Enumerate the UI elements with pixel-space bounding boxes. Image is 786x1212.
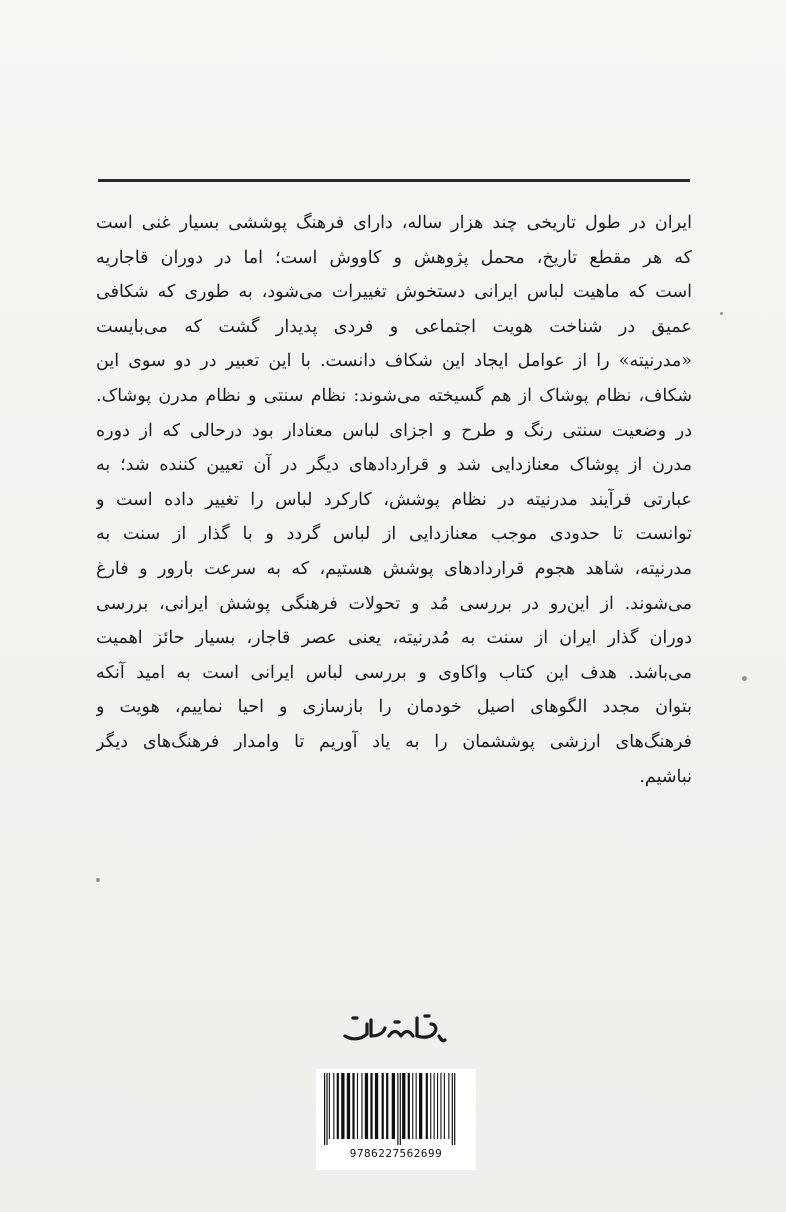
blurb-line: شکاف، نظام پوشاک از هم گسیخته می‌شوند: نظام سنتی و نظام مدرن پوشاک.: [96, 385, 692, 406]
blurb-line: مدرنیته، شاهد هجوم قراردادهای پوشش هستیم، که به سرعت بارور و فارغ: [96, 558, 692, 579]
barcode-bar: [382, 1073, 384, 1139]
blurb-line: دوران گذار ایران از سنت به مُدرنیته، یعنی عصر قاجار، بسیار حائز اهمیت: [96, 628, 692, 649]
top-rule: [98, 179, 690, 182]
barcode-bar: [365, 1073, 368, 1139]
back-cover-blurb: [96, 206, 692, 906]
barcode-bar: [357, 1073, 358, 1139]
barcode-bars: [320, 1073, 472, 1145]
blurb-line: بتوان مجدد الگوهای اصیل خودمان را بازسازی و احیا نماییم، هویت و: [96, 697, 692, 718]
barcode-bar: [448, 1073, 449, 1139]
barcode-bar: [361, 1073, 362, 1139]
barcode-bar: [400, 1073, 401, 1145]
barcode-bar: [352, 1073, 354, 1139]
isbn-barcode: [316, 1069, 476, 1170]
barcode-bar: [426, 1073, 428, 1139]
blurb-line: فرهنگ‌های ارزشی پوششمان را به یاد آوریم تا وامدار فرهنگ‌های دیگر: [96, 731, 692, 752]
barcode-bar: [454, 1073, 455, 1145]
isbn-number: 9786227562699: [349, 1147, 443, 1160]
blurb-line: ایران در طول تاریخی چند هزار ساله، دارای فرهنگ پوششی بسیار غنی است: [96, 213, 692, 233]
barcode-bar: [408, 1073, 410, 1139]
publisher-logo-mark: [339, 1010, 447, 1046]
barcode-bar: [386, 1073, 388, 1139]
blurb-line: توانست تا حدودی موجب معنازدایی از لباس گردد و با گذار از سنت به: [96, 524, 692, 545]
paper-speck: [720, 312, 723, 315]
barcode-bar: [333, 1073, 334, 1139]
blurb-line: عمیق در شناخت هویت اجتماعی و فردی پدیدار گشت که می‌بایست: [96, 316, 692, 337]
barcode-bar: [329, 1073, 330, 1139]
barcode-bar: [444, 1073, 445, 1139]
barcode-bar: [419, 1073, 422, 1139]
barcode-bar: [375, 1073, 378, 1139]
barcode-bar: [437, 1073, 438, 1139]
barcode-bar: [392, 1073, 395, 1139]
barcode-bar: [397, 1073, 398, 1145]
barcode-bar: [337, 1073, 339, 1139]
barcode-bar: [412, 1073, 413, 1139]
barcode-bar: [402, 1073, 405, 1139]
barcode-bar: [326, 1073, 327, 1145]
blurb-line: نباشیم.: [639, 766, 692, 787]
barcode-bar: [370, 1073, 372, 1139]
blurb-line: می‌باشد. هدف این کتاب واکاوی و بررسی لباس ایرانی است به امید آنکه: [96, 662, 692, 683]
paper-speck: [742, 676, 747, 681]
blurb-line: عبارتی فرآیند مدرنیته در نظام پوشش، کارکرد لباس را تغییر داده است و: [96, 489, 692, 510]
barcode-bar: [416, 1073, 417, 1139]
blurb-line: «مدرنیته» را از عوامل ایجاد این شکاف دانست. با این تعبیر در دو سوی این: [96, 351, 692, 372]
blurb-line: مدرن از پوشاک معنازدایی شد و قراردادهای دیگر در آن تعیین کننده شد؛ به: [96, 455, 692, 476]
barcode-bar: [452, 1073, 453, 1145]
barcode-bar: [434, 1073, 435, 1139]
barcode-bar: [324, 1073, 325, 1145]
blurb-line: در وضعیت سنتی رنگ و طرح و اجزای لباس معنادار بود درحالی که از دوره: [96, 420, 692, 441]
publisher-logo: [338, 1008, 448, 1048]
blurb-line: است که ماهیت لباس ایرانی دستخوش تغییرات می‌شود، به طوری که شکافی: [96, 282, 692, 303]
barcode-bar: [347, 1073, 350, 1139]
barcode-bar: [440, 1073, 441, 1139]
barcode-bar: [430, 1073, 431, 1139]
blurb-line: که هر مقطع تاریخ، محمل پژوهش و کاووش است؛ اما در دوران قاجاریه: [96, 247, 692, 268]
barcode-bar: [341, 1073, 344, 1139]
blurb-line: می‌شوند. از این‌رو در بررسی مُد و تحولات فرهنگی پوشش ایرانی، بررسی: [96, 593, 692, 614]
